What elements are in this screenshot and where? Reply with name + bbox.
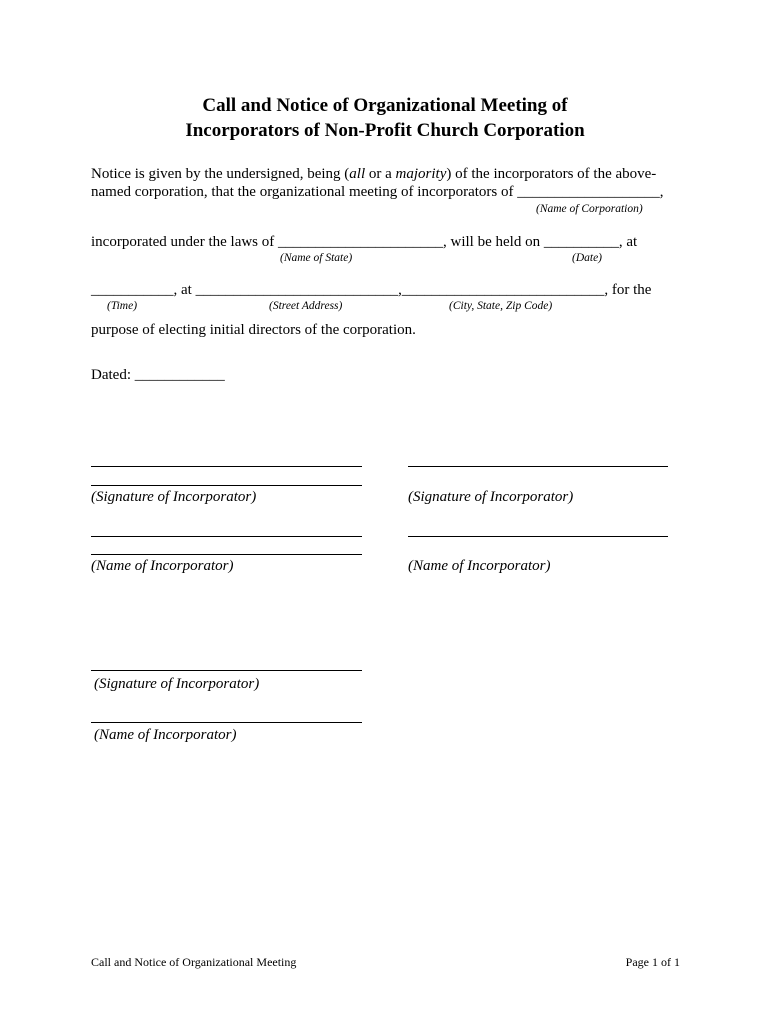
caption-name-of-state: (Name of State) <box>280 252 353 264</box>
name-line-1b <box>91 554 362 555</box>
signature-line-2 <box>408 466 668 467</box>
caption-name-of-corporation: (Name of Corporation) <box>536 203 643 215</box>
notice-text-post: ) of the incorporators of the above- <box>446 166 657 182</box>
name-label-1: (Name of Incorporator) <box>91 558 234 574</box>
caption-city-state-zip: (City, State, Zip Code) <box>449 300 553 312</box>
signature-line-3 <box>91 670 362 671</box>
notice-line-2: named corporation, that the organizational meeting of incorporators of ___________________, <box>91 184 664 200</box>
caption-time: (Time) <box>107 300 138 312</box>
footer-page-number: Page 1 of 1 <box>625 955 680 969</box>
signature-label-1: (Signature of Incorporator) <box>91 489 257 505</box>
signature-label-2: (Signature of Incorporator) <box>408 489 574 505</box>
dated-line: Dated: ____________ <box>91 367 225 383</box>
time-address-blanks: ___________, at ___________________________,___________________________ <box>91 282 605 298</box>
caption-date: (Date) <box>572 252 603 264</box>
notice-text-all: all <box>349 166 366 182</box>
footer-title: Call and Notice of Organizational Meeting <box>91 955 297 969</box>
name-line-2 <box>408 536 668 537</box>
notice-text-pre: Notice is given by the undersigned, being ( <box>91 166 350 182</box>
document-title-line-2: Incorporators of Non-Profit Church Corporation <box>185 120 585 141</box>
notice-line-1 <box>91 165 656 183</box>
name-label-2: (Name of Incorporator) <box>408 558 551 574</box>
time-address-end: , for the <box>604 282 652 298</box>
time-address-line <box>91 281 651 299</box>
caption-street-address: (Street Address) <box>269 300 343 312</box>
signature-label-3: (Signature of Incorporator) <box>94 676 260 692</box>
name-line-3 <box>91 722 362 723</box>
incorporated-line: incorporated under the laws of ______________________, will be held on __________, at <box>91 234 638 250</box>
purpose-line: purpose of electing initial directors of the corporation. <box>91 322 416 338</box>
notice-text-majority: majority <box>395 166 447 182</box>
signature-line-1b <box>91 485 362 486</box>
document-title-line-1: Call and Notice of Organizational Meeting of <box>202 95 568 116</box>
signature-line-1a <box>91 466 362 467</box>
notice-text-or: or a <box>365 166 396 182</box>
name-line-1a <box>91 536 362 537</box>
name-label-3: (Name of Incorporator) <box>94 727 237 743</box>
